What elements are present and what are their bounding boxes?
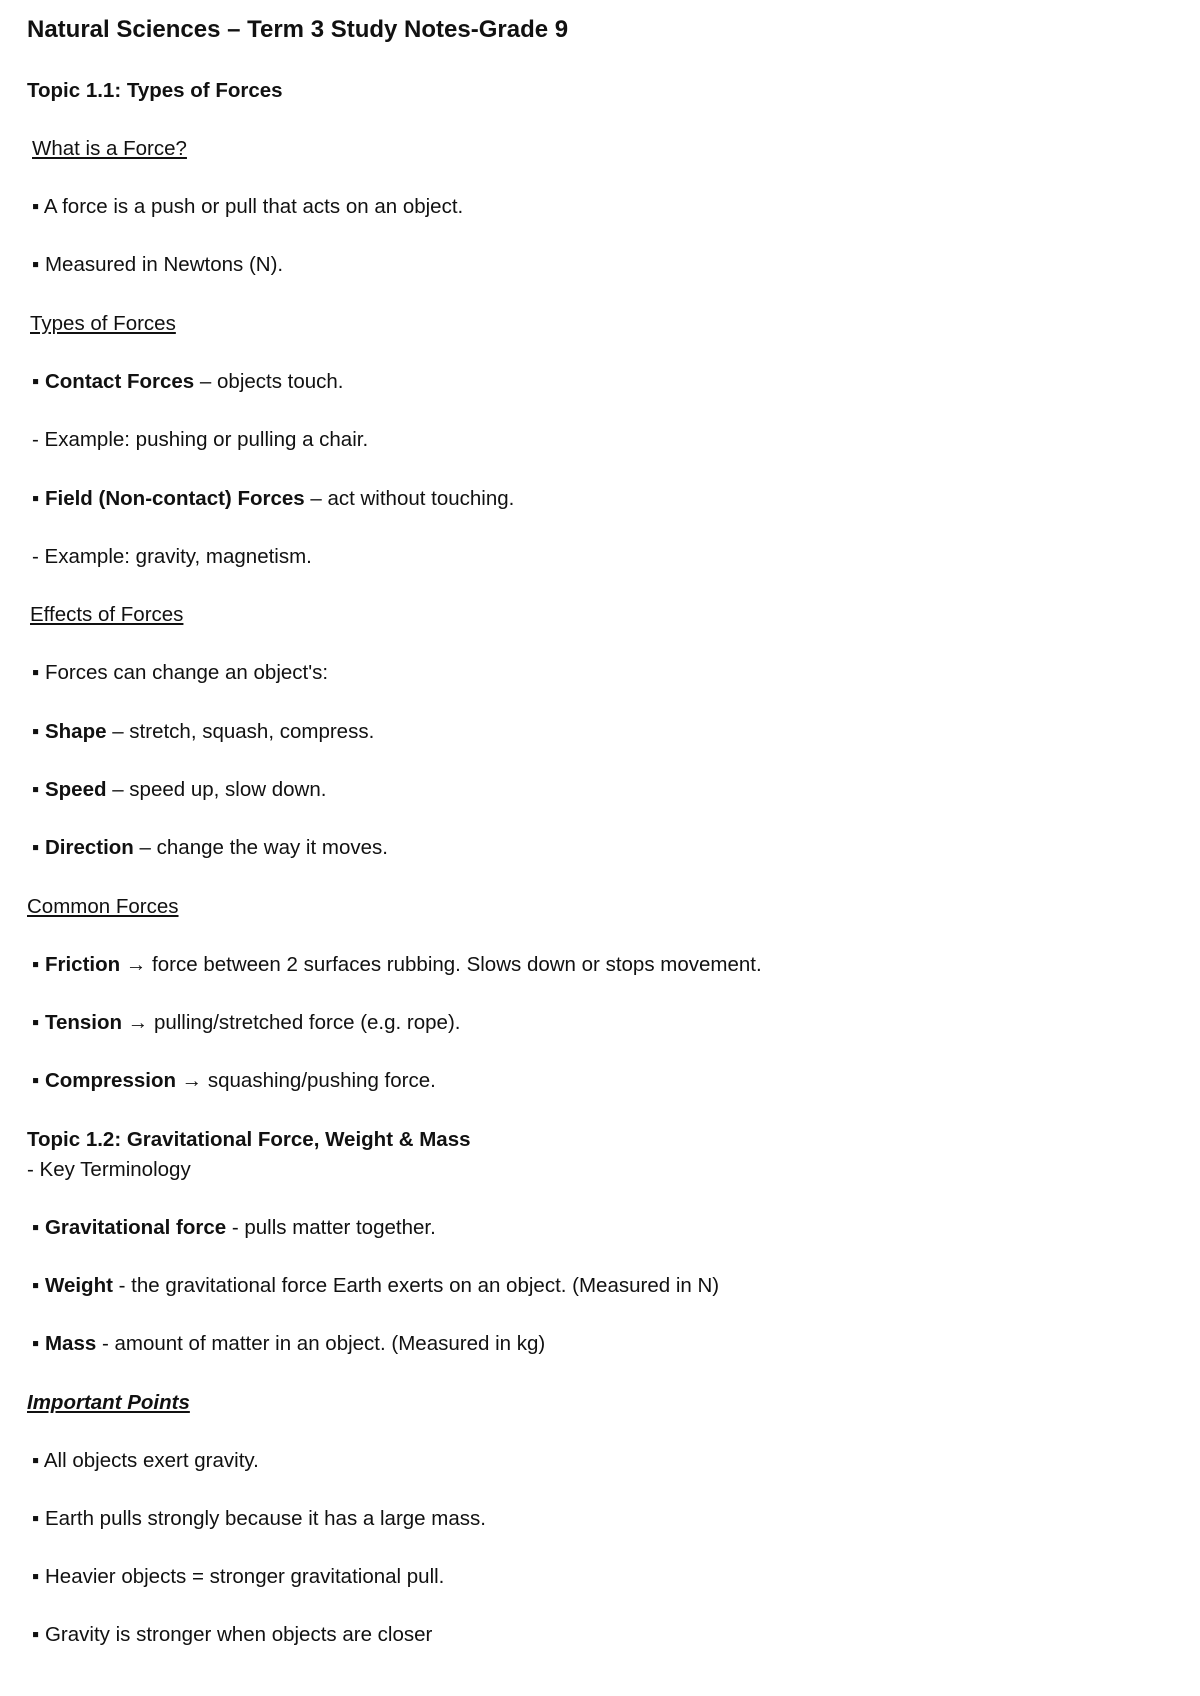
topic-1-1-heading: Topic 1.1: Types of Forces: [27, 79, 283, 102]
list-item: [32, 1332, 545, 1357]
bullet-icon: ▪: [32, 1274, 40, 1297]
item-text: Earth pulls strongly because it has a large mass.: [44, 1507, 486, 1530]
item-text: - the gravitational force Earth exerts on an object. (Measured in N): [112, 1274, 720, 1297]
list-item: [32, 1011, 460, 1036]
item-term: Direction: [44, 836, 134, 859]
list-item: [32, 195, 463, 220]
key-terminology-subheading: - Key Terminology: [27, 1158, 191, 1181]
bullet-icon: ▪: [32, 253, 40, 276]
bullet-icon: ▪: [32, 1216, 40, 1239]
list-item: [32, 778, 326, 803]
list-item: [32, 953, 762, 978]
important-points-heading: Important Points: [27, 1391, 190, 1414]
list-item: [32, 1069, 436, 1094]
item-text: → squashing/pushing force.: [175, 1069, 436, 1092]
list-item: [32, 1216, 436, 1241]
list-item: [32, 370, 344, 395]
bullet-icon: ▪: [32, 720, 40, 743]
bullet-icon: ▪: [32, 1011, 40, 1034]
list-item: [32, 253, 283, 278]
bullet-icon: ▪: [32, 1332, 40, 1355]
bullet-icon: ▪: [32, 661, 40, 684]
item-text: Heavier objects = stronger gravitational pull.: [44, 1565, 445, 1588]
item-text: Forces can change an object's:: [44, 661, 329, 684]
item-text: – stretch, squash, compress.: [106, 720, 375, 743]
bullet-icon: ▪: [32, 370, 40, 393]
bullet-icon: ▪: [32, 1449, 40, 1472]
item-term: Mass: [44, 1332, 97, 1355]
topic-1-2-heading: Topic 1.2: Gravitational Force, Weight & Mass: [27, 1128, 471, 1151]
bullet-icon: ▪: [32, 1623, 40, 1646]
effects-of-forces-heading: Effects of Forces: [30, 603, 184, 626]
item-text: → pulling/stretched force (e.g. rope).: [122, 1011, 461, 1034]
item-term: Friction: [44, 953, 121, 976]
item-term: Tension: [44, 1011, 123, 1034]
list-item: [32, 1507, 486, 1532]
item-text: – change the way it moves.: [133, 836, 388, 859]
example-line: - Example: gravity, magnetism.: [32, 545, 312, 568]
list-item: [32, 1565, 444, 1590]
bullet-icon: ▪: [32, 953, 40, 976]
example-line: - Example: pushing or pulling a chair.: [32, 428, 369, 451]
bullet-icon: ▪: [32, 778, 40, 801]
item-term: Contact Forces: [44, 370, 195, 393]
item-term: Shape: [44, 720, 107, 743]
item-text: - amount of matter in an object. (Measured in kg): [96, 1332, 546, 1355]
list-item: [32, 720, 374, 745]
item-text: - pulls matter together.: [226, 1216, 436, 1239]
item-term: Weight: [44, 1274, 113, 1297]
common-forces-heading: Common Forces: [27, 895, 179, 918]
bullet-icon: ▪: [32, 1069, 40, 1092]
list-item: [32, 661, 328, 686]
item-text: – act without touching.: [304, 487, 515, 510]
item-text: Measured in Newtons (N).: [44, 253, 284, 276]
list-item: [32, 487, 514, 512]
list-item: [32, 1274, 719, 1299]
item-term: Field (Non-contact) Forces: [44, 487, 305, 510]
list-item: [32, 1623, 432, 1648]
item-term: Gravitational force: [44, 1216, 227, 1239]
bullet-icon: ▪: [32, 836, 40, 859]
item-text: – objects touch.: [194, 370, 344, 393]
list-item: [32, 1449, 259, 1474]
item-text: – speed up, slow down.: [106, 778, 327, 801]
item-text: → force between 2 surfaces rubbing. Slows down or stops movement.: [120, 953, 762, 976]
item-term: Compression: [44, 1069, 176, 1092]
item-term: Speed: [44, 778, 107, 801]
document-title: Natural Sciences – Term 3 Study Notes-Grade 9: [27, 16, 569, 43]
item-text: All objects exert gravity.: [43, 1449, 259, 1472]
bullet-icon: ▪: [32, 487, 40, 510]
types-of-forces-heading: Types of Forces: [30, 312, 176, 335]
bullet-icon: ▪: [32, 195, 40, 218]
item-text: A force is a push or pull that acts on an object.: [43, 195, 464, 218]
item-text: Gravity is stronger when objects are closer: [44, 1623, 433, 1646]
bullet-icon: ▪: [32, 1507, 40, 1530]
what-is-force-heading: What is a Force?: [32, 137, 187, 160]
list-item: [32, 836, 388, 861]
bullet-icon: ▪: [32, 1565, 40, 1588]
